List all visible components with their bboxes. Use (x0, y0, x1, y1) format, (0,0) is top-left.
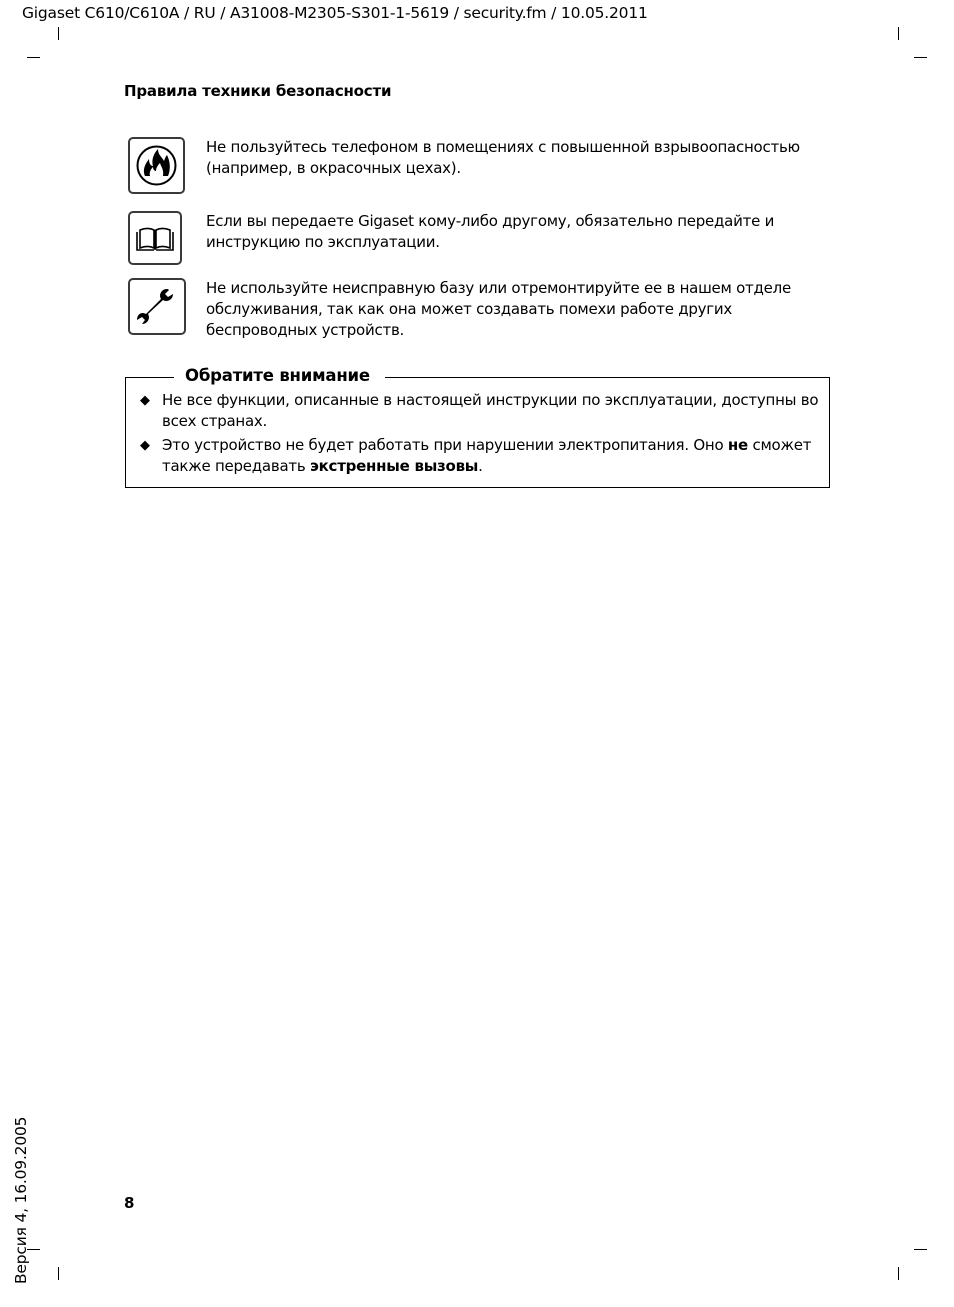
crop-mark (914, 1249, 927, 1250)
safety-note-manual (128, 211, 828, 271)
bullet-text: Не все функции, описанные в настоящей инструкции по эксплуатации, доступны во всех странах. (162, 391, 819, 430)
crop-mark (58, 1267, 59, 1280)
note-text: Если вы передаете Gigaset кому-либо другому, обязательно передайте и инструкцию по эксплуатации. (206, 212, 775, 251)
version-label: Версия 4, 16.09.2005 (12, 1116, 30, 1284)
bullet-text: Это устройство не будет работать при нарушении электропитания. Оно не сможет также передавать экстренные вызовы. (162, 436, 812, 475)
book-icon (128, 211, 182, 265)
note-text: Не пользуйтесь телефоном в помещениях с повышенной взрывоопасностью (например, в окрасочных цехах). (206, 138, 800, 177)
attention-title: Обратите внимание (174, 366, 385, 385)
emphasis-emergency-calls: экстренные вызовы (309, 457, 479, 475)
diamond-bullet-icon: ◆ (140, 393, 150, 408)
safety-note-explosion (128, 137, 828, 197)
crop-mark (58, 27, 59, 40)
diamond-bullet-icon: ◆ (140, 438, 150, 453)
note-text: Не используйте неисправную базу или отремонтируйте ее в нашем отделе обслуживания, так как она может создавать помехи работе других беспроводных устройств. (206, 279, 791, 339)
crop-mark (914, 57, 927, 58)
wrench-icon (128, 278, 186, 335)
header-file-info: Gigaset C610/C610A / RU / A31008-M2305-S301-1-5619 / security.fm / 10.05.2011 (22, 4, 648, 22)
attention-box (125, 366, 830, 488)
safety-note-repair (128, 278, 828, 338)
crop-mark (898, 1267, 899, 1280)
crop-mark (27, 57, 40, 58)
emphasis-not: не (727, 436, 748, 454)
page-number: 8 (124, 1194, 135, 1212)
fire-icon (128, 137, 185, 194)
crop-mark (898, 27, 899, 40)
section-title: Правила техники безопасности (124, 82, 392, 100)
